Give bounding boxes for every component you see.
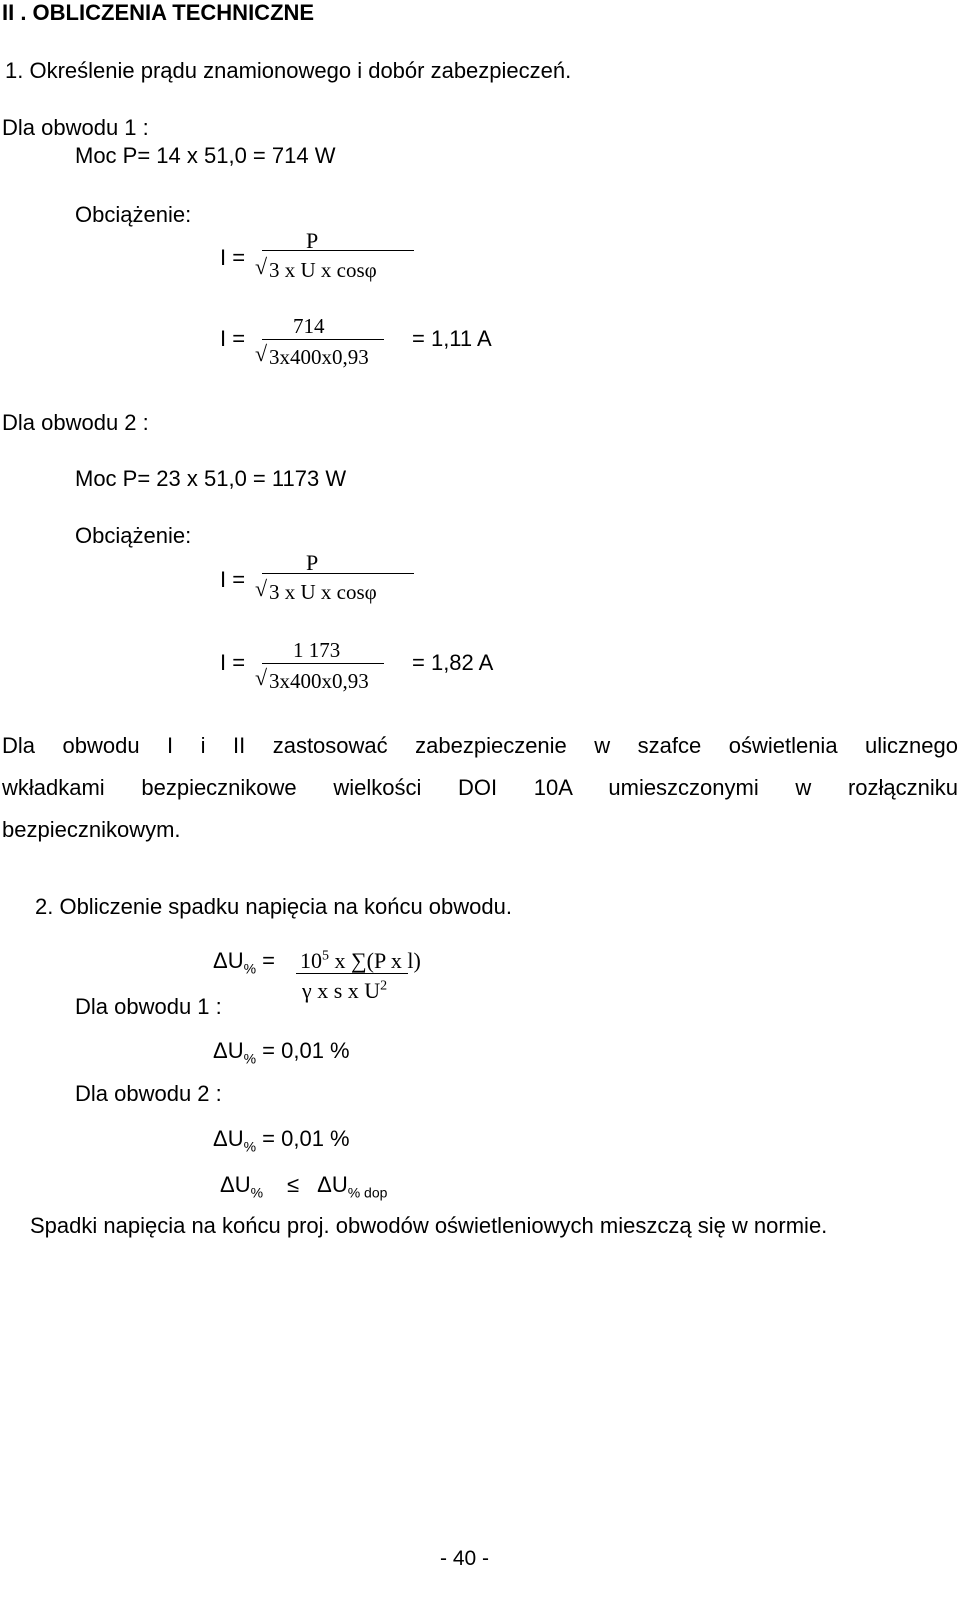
circuit1-power: Moc P= 14 x 51,0 = 714 W [75,143,336,168]
delta-u-symbol: ΔU [220,1172,251,1197]
result-value: = 0,01 % [256,1126,350,1151]
denominator-exponent: 2 [380,978,388,994]
circuit1-label: Dla obwodu 1 : [2,115,149,140]
section-title: II . OBLICZENIA TECHNICZNE [2,0,315,25]
denominator-base: γ x s x U [302,978,381,1003]
result-value: = 0,01 % [256,1038,350,1063]
delta-u-symbol: ΔU [317,1172,348,1197]
calc-lhs: I = [220,326,246,351]
fraction-bar [296,973,408,974]
equals-sign: = [256,948,276,973]
circuit2-label: Dla obwodu 2 : [2,410,149,435]
percent-subscript: % [250,1184,264,1201]
conclusion-line-3: bezpiecznikowym. [2,817,181,842]
conclusion-line-1: Dla obwodu I i II zastosować zabezpieczenie w szafce oświetlenia ulicznego [2,733,958,758]
calc-result: = 1,11 A [412,326,492,351]
fraction-bar [262,663,384,664]
circuit2-power: Moc P= 23 x 51,0 = 1173 W [75,466,347,491]
numerator-sum: x ∑(P x l) [329,948,421,973]
percent-subscript: % [243,960,257,977]
part2-circuit2-label: Dla obwodu 2 : [75,1081,222,1106]
part2-circuit2-result [213,1126,350,1155]
numerator-base: 10 [300,948,322,973]
numerator-exponent: 5 [322,948,329,964]
calc-denominator: 3x400x0,93 [269,669,369,693]
page-number: - 40 - [440,1547,490,1570]
formula-lhs: I = [220,245,246,270]
part2-heading: 2. Obliczenie spadku napięcia na końcu obwodu. [35,894,512,919]
delta-u-symbol: ΔU [213,1038,244,1063]
voltage-drop-comparison [220,1172,388,1201]
sqrt-icon: √ [255,254,268,279]
formula-lhs: I = [220,567,246,592]
delta-u-symbol: ΔU [213,1126,244,1151]
calc-lhs: I = [220,650,246,675]
formula-denominator [302,980,387,1002]
fraction-bar [262,573,414,574]
fraction-bar [262,250,414,251]
circuit1-load-label: Obciążenie: [75,202,192,227]
part1-heading: 1. Określenie prądu znamionowego i dobór zabezpieczeń. [5,58,572,83]
calc-numerator: 714 [293,314,325,338]
percent-subscript: % [243,1050,257,1067]
summary-text: Spadki napięcia na końcu proj. obwodów oświetleniowych mieszczą się w normie. [30,1213,828,1238]
circuit2-load-label: Obciążenie: [75,523,192,548]
calc-numerator: 1 173 [293,638,341,662]
less-or-equal-icon: ≤ [287,1172,300,1197]
sqrt-icon: √ [255,665,268,690]
percent-subscript: % [243,1138,257,1155]
calc-denominator: 3x400x0,93 [269,345,369,369]
part2-circuit1-result [213,1038,350,1067]
sqrt-icon: √ [255,576,268,601]
delta-u-symbol: ΔU [213,948,244,973]
part2-circuit1-label: Dla obwodu 1 : [75,994,222,1019]
conclusion-line-2: wkładkami bezpiecznikowe wielkości DOI 10A umieszczonymi w rozłączniku [2,775,958,800]
formula-numerator [300,950,421,972]
formula-numerator: P [306,228,319,253]
percent-dop-subscript: % dop [347,1184,388,1201]
calc-result: = 1,82 A [412,650,494,675]
fraction-bar [262,339,384,340]
formula-numerator: P [306,550,319,575]
sqrt-icon: √ [255,341,268,366]
formula-denominator: 3 x U x cosφ [269,258,377,282]
formula-lhs [213,948,276,977]
formula-denominator: 3 x U x cosφ [269,580,377,604]
